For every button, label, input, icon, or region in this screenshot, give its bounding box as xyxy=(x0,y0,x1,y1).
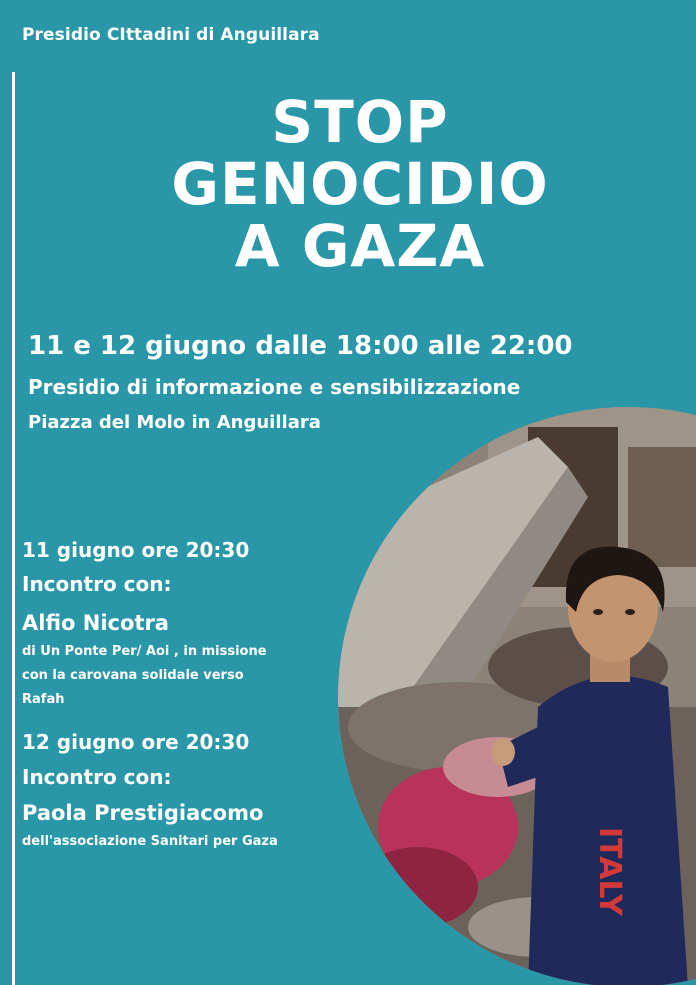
event-1-speaker: Alfio Nicotra xyxy=(22,611,169,635)
event-2-desc-line-1: dell'associazione Sanitari per Gaza xyxy=(22,834,278,849)
event-dates: 11 e 12 giugno dalle 18:00 alle 22:00 xyxy=(28,331,573,361)
title-line-3: A GAZA xyxy=(234,212,486,280)
gaza-child-photo xyxy=(338,407,696,985)
event-2-date: 12 giugno ore 20:30 xyxy=(22,730,250,754)
organizer-name: Presidio CIttadini di Anguillara xyxy=(22,25,320,45)
event-1-label: Incontro con: xyxy=(22,572,172,596)
event-2-label: Incontro con: xyxy=(22,765,172,789)
event-location: Piazza del Molo in Anguillara xyxy=(28,412,321,433)
event-1-desc-line-3: Rafah xyxy=(22,692,65,707)
title-line-1: STOP xyxy=(271,88,449,156)
event-1-desc-line-2: con la carovana solidale verso xyxy=(22,668,244,683)
vertical-rule xyxy=(12,72,15,985)
event-2-speaker: Paola Prestigiacomo xyxy=(22,801,264,825)
event-1-date: 11 giugno ore 20:30 xyxy=(22,538,250,562)
sweater-letters: ITALY xyxy=(592,827,627,916)
event-1-desc-line-1: di Un Ponte Per/ Aoi , in missione xyxy=(22,644,267,659)
event-subtitle: Presidio di informazione e sensibilizzazione xyxy=(28,375,521,399)
title-line-2: GENOCIDIO xyxy=(171,150,549,218)
